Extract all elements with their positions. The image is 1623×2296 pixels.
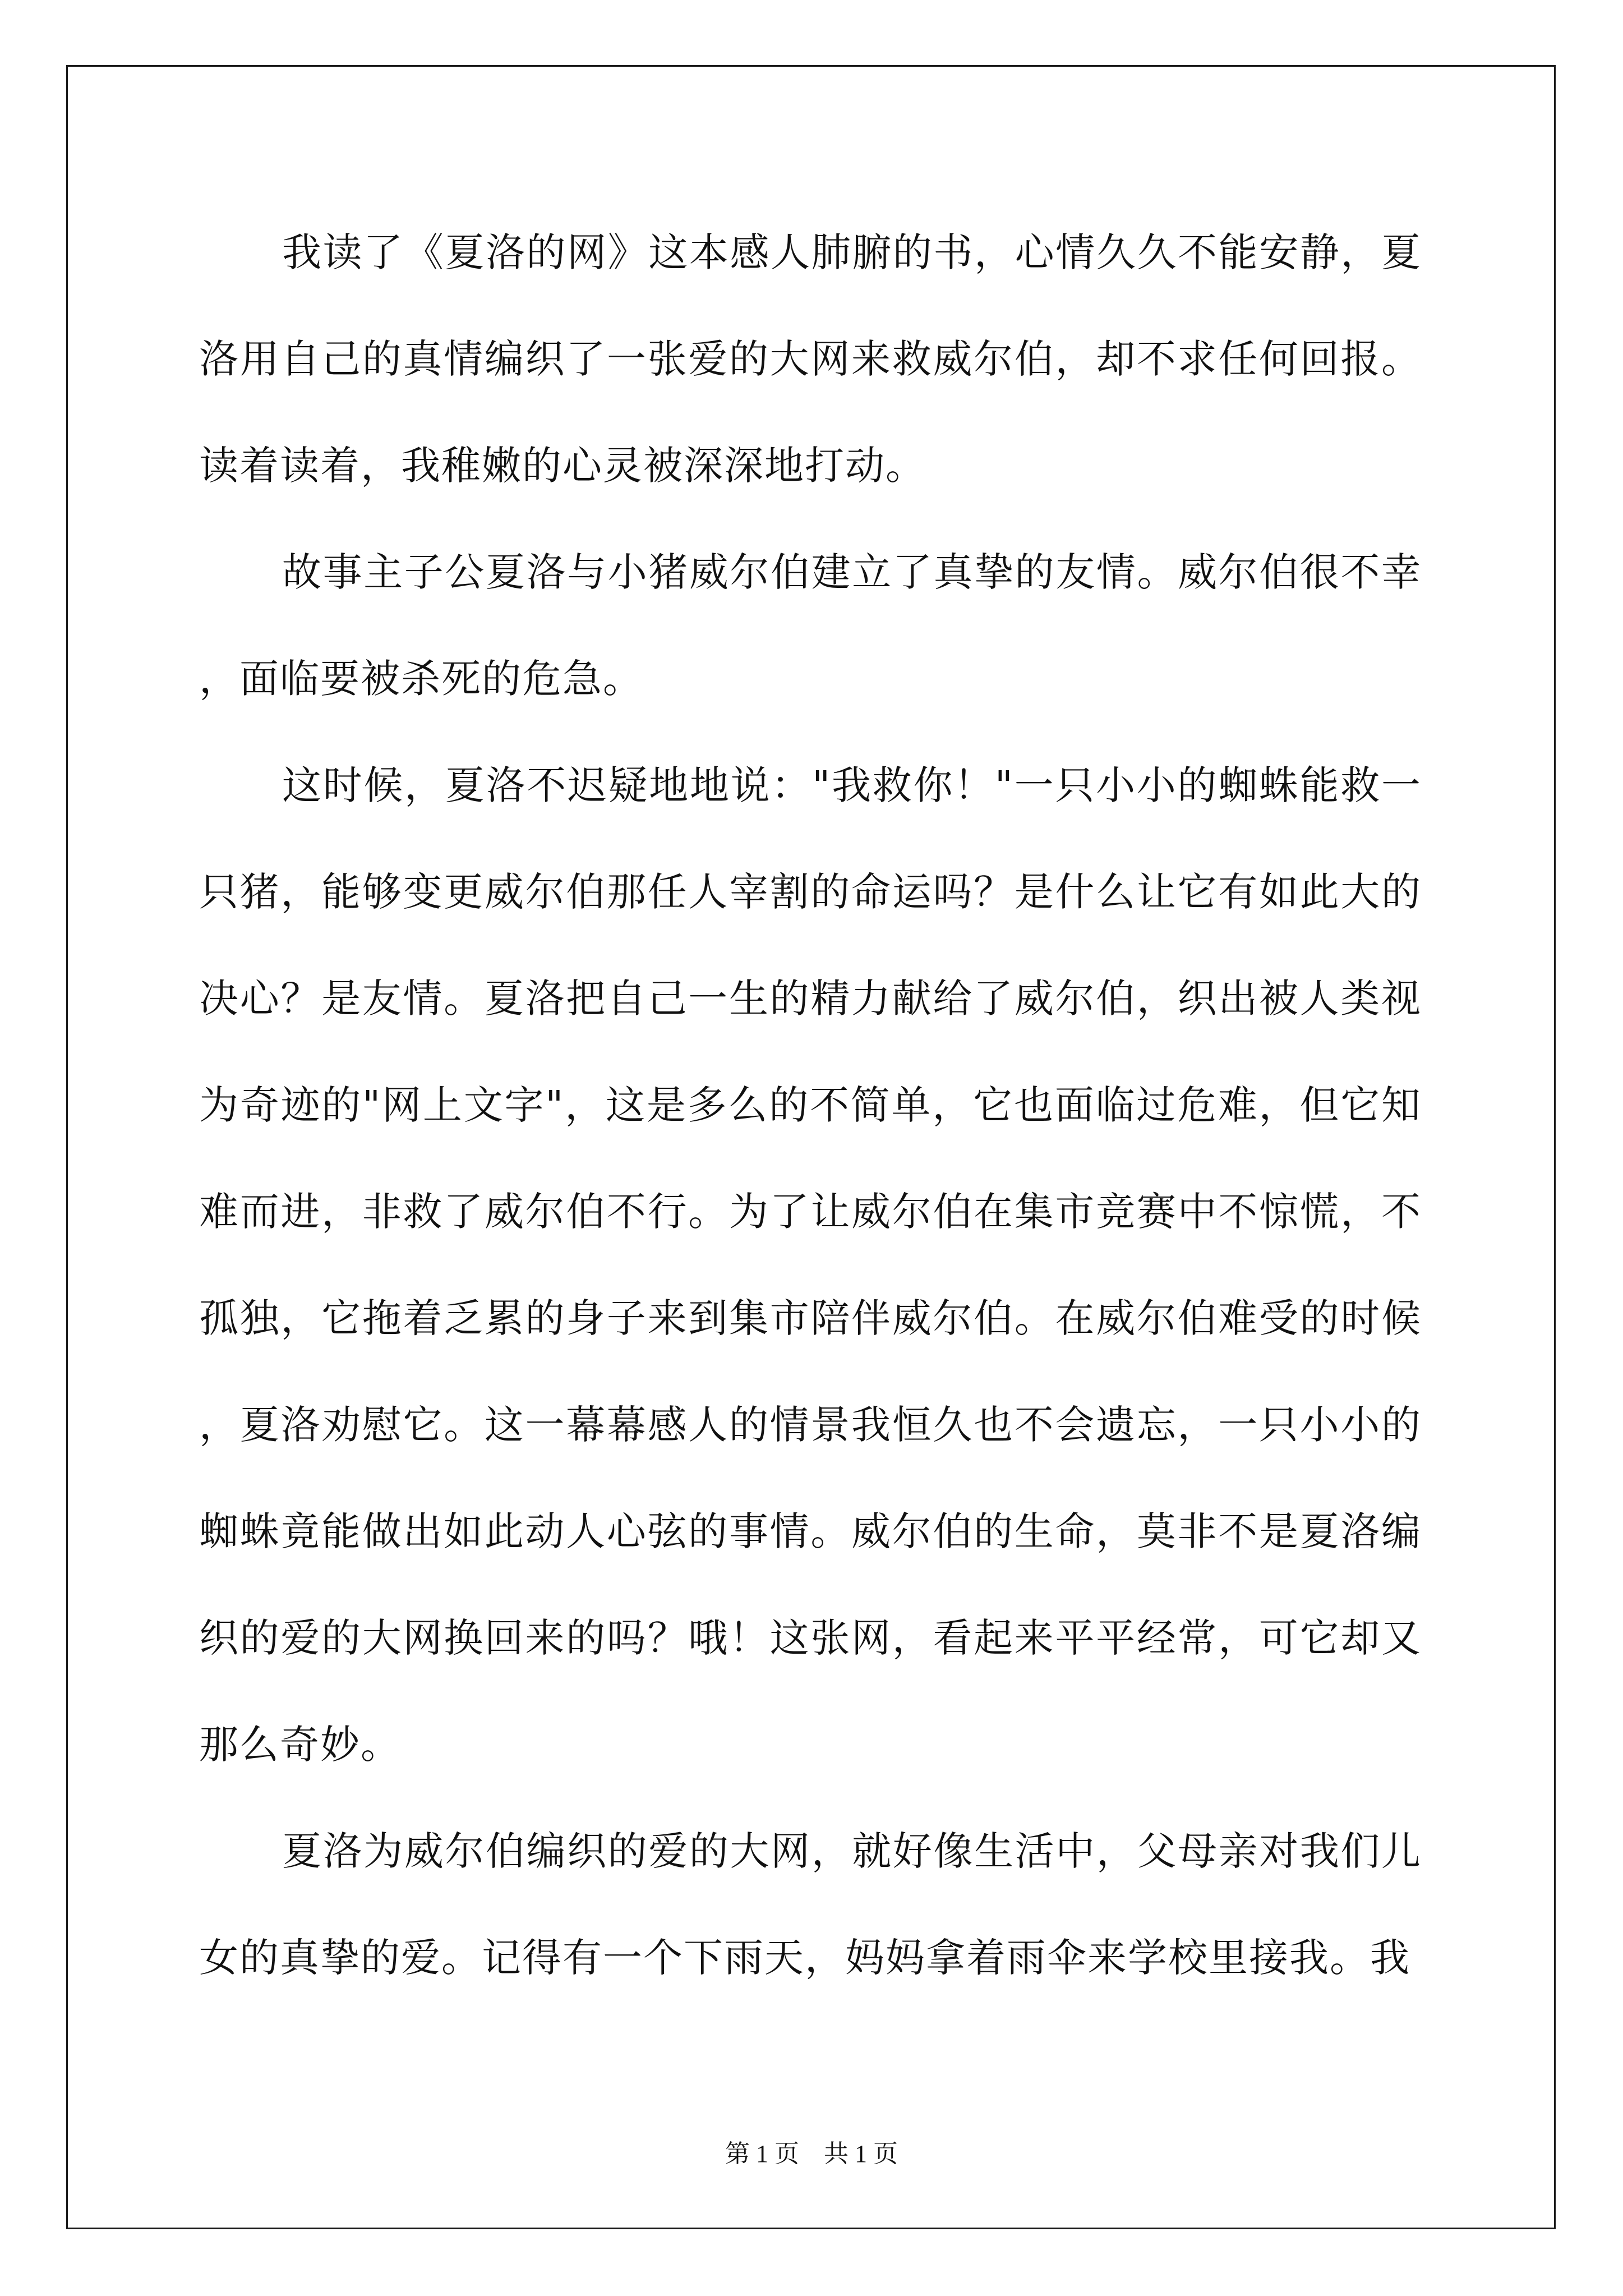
page-total: 共 1 页 <box>824 2140 898 2168</box>
paragraph-4: 夏洛为威尔伯编织的爱的大网，就好像生活中，父母亲对我们儿女的真挚的爱。记得有一个下雨天，妈妈拿着雨伞来学校里接我。我 <box>199 1828 1422 1981</box>
paragraph-1: 我读了《夏洛的网》这本感人肺腑的书，心情久久不能安静，夏洛用自己的真情编织了一张爱的大网来救威尔伯，却不求任何回报。读着读着，我稚嫩的心灵被深深地打动。 <box>199 229 1422 489</box>
paragraph-3: 这时候，夏洛不迟疑地地说："我救你！"一只小小的蜘蛛能救一只猪，能够变更威尔伯那任人宰割的命运吗？是什么让它有如此大的决心？是友情。夏洛把自己一生的精力献给了威尔伯，织出被人类视为奇迹的"网上文字"，这是多么的不简单，它也面临过危难，但它知难而进，非救了威尔伯不行。为了让威尔伯在集市竞赛中不惊慌，不孤独，它拖着乏累的身子来到集市陪伴威尔伯。在威尔伯难受的时候，夏洛劝慰它。这一幕幕感人的情景我恒久也不会遗忘，一只小小的蜘蛛竟能做出如此动人心弦的事情。威尔伯的生命，莫非不是夏洛编织的爱的大网换回来的吗？哦！这张网，看起来平平经常，可它却又那么奇妙。 <box>199 762 1422 1768</box>
page-number: 第 1 页 <box>725 2140 799 2168</box>
paragraph-2: 故事主子公夏洛与小猪威尔伯建立了真挚的友情。威尔伯很不幸，面临要被杀死的危急。 <box>199 549 1422 702</box>
document-body <box>199 199 1422 2011</box>
page-footer <box>0 2137 1623 2171</box>
